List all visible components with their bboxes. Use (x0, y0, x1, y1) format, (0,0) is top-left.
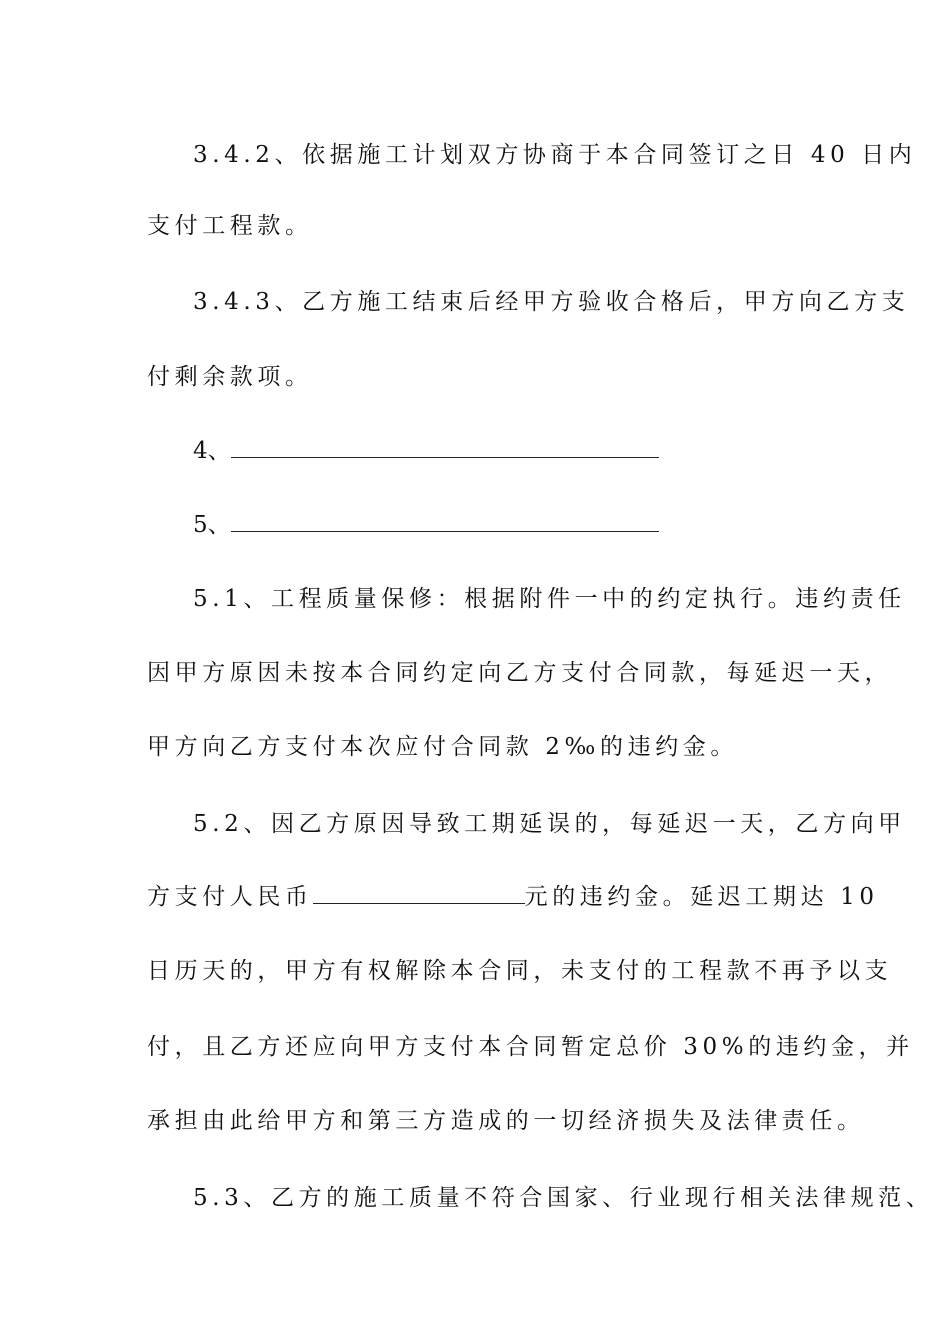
paragraph-5-2-line-4: 付，且乙方还应向甲方支付本合同暂定总价 30%的违约金，并 (147, 1034, 914, 1060)
paragraph-5-2-line-2 (147, 882, 879, 912)
paragraph-5-1-line-2: 因甲方原因未按本合同约定向乙方支付合同款，每延迟一天， (147, 660, 893, 686)
paragraph-5-2-line-5: 承担由此给甲方和第三方造成的一切经济损失及法律责任。 (147, 1108, 865, 1134)
paragraph-5-2-line-2-end: 元的违约金。延迟工期达 10 (524, 884, 879, 910)
clause-4 (193, 436, 659, 466)
clause-4-blank (231, 437, 659, 458)
paragraph-3-4-2-line-1: 3.4.2、依据施工计划双方协商于本合同签订之日 40 日内 (193, 142, 917, 168)
paragraph-5-1-line-1: 5.1、工程质量保修：根据附件一中的约定执行。违约责任 (193, 586, 906, 612)
paragraph-5-1-line-3: 甲方向乙方支付本次应付合同款 2‰的违约金。 (147, 734, 739, 760)
paragraph-5-2-line-1: 5.2、因乙方原因导致工期延误的，每延迟一天，乙方向甲 (193, 811, 906, 837)
clause-4-number: 4、 (193, 438, 231, 464)
paragraph-5-3-line-1: 5.3、乙方的施工质量不符合国家、行业现行相关法律规范、 (193, 1185, 934, 1211)
clause-5-blank (231, 511, 659, 532)
penalty-amount-blank (313, 883, 525, 904)
paragraph-3-4-2-line-2: 支付工程款。 (147, 213, 313, 239)
clause-5-number: 5、 (193, 512, 231, 538)
clause-5 (193, 510, 659, 540)
paragraph-5-2-line-2-start: 方支付人民币 (147, 884, 313, 910)
paragraph-3-4-3-line-2: 付剩余款项。 (147, 364, 313, 390)
paragraph-5-2-line-3: 日历天的，甲方有权解除本合同，未支付的工程款不再予以支 (147, 958, 893, 984)
paragraph-3-4-3-line-1: 3.4.3、乙方施工结束后经甲方验收合格后，甲方向乙方支 (193, 289, 910, 315)
